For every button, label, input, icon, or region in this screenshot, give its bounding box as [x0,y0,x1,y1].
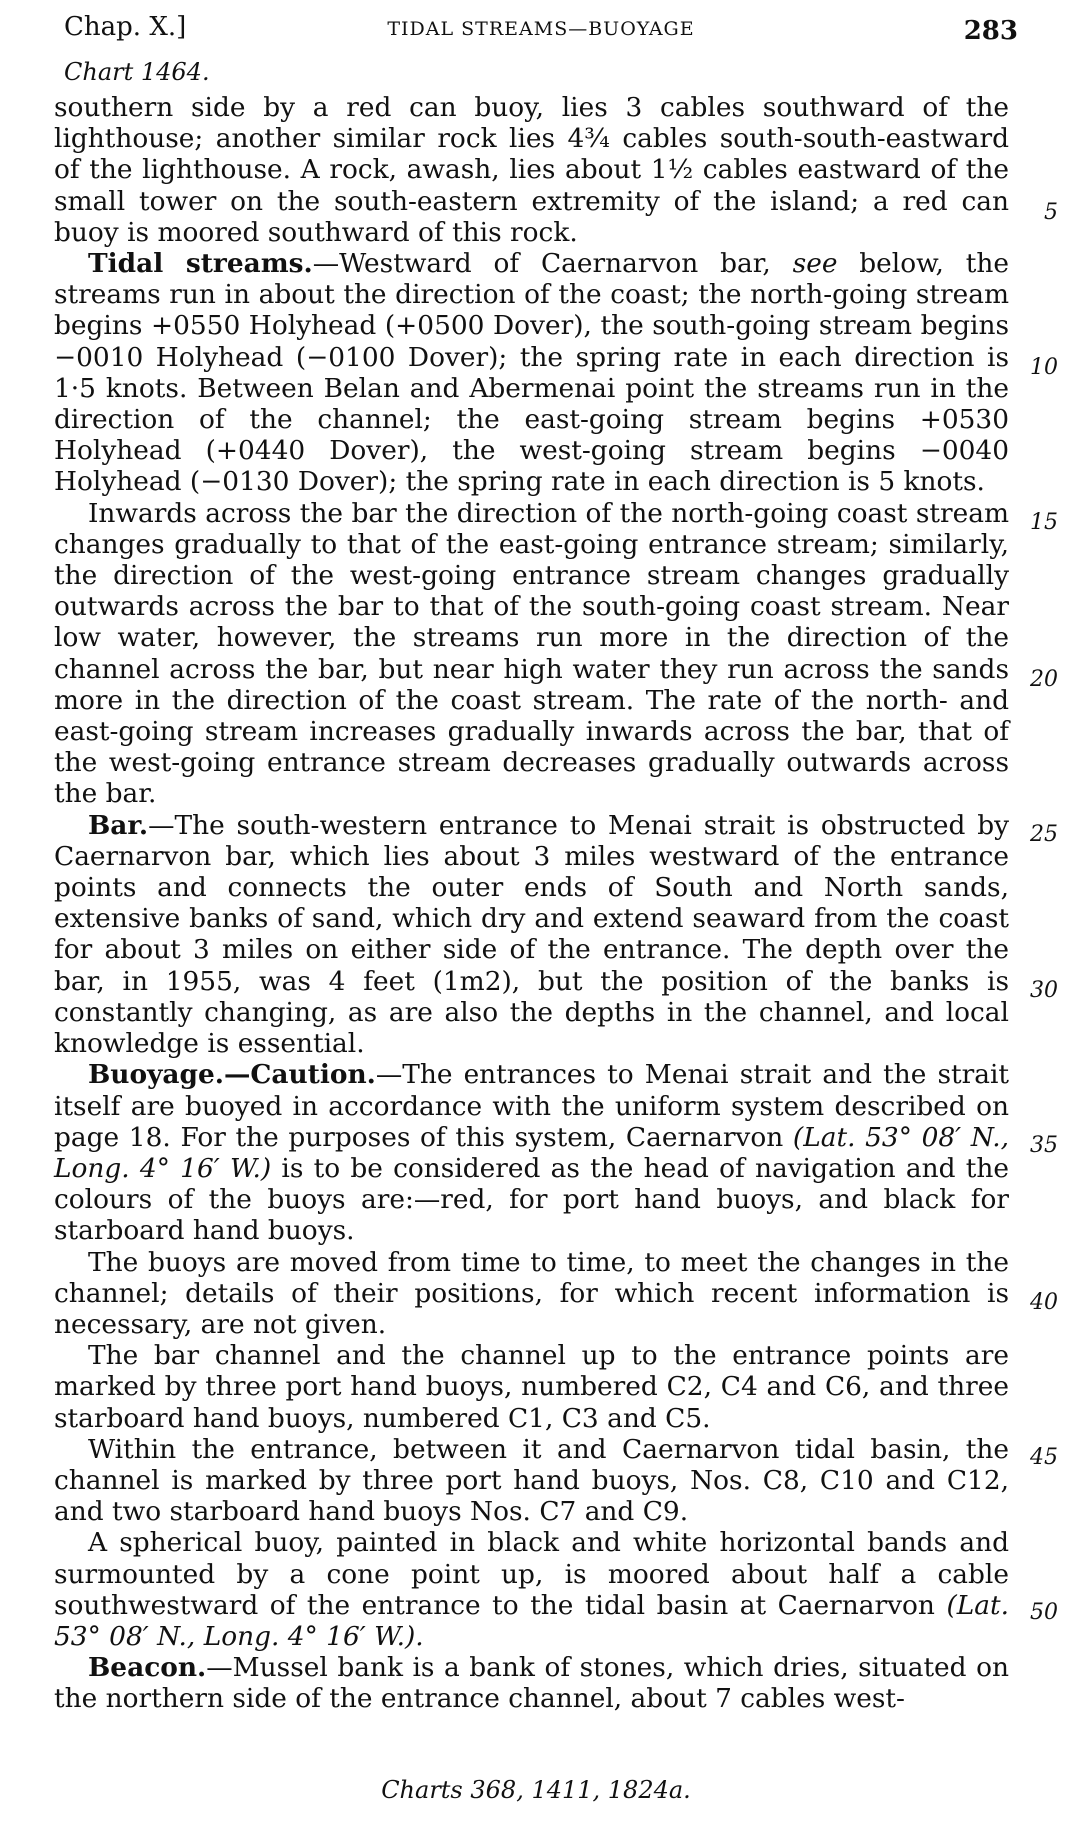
paragraph-within-entrance: Within the entrance, between it and Caernarvon tidal basin, the channel is marked by three port hand buoys, Nos. C8, C10 and C12, and two starboard hand buoys Nos. C7 and C9. [54,1433,1009,1528]
heading-tidal-streams: Tidal streams. [88,248,313,280]
paragraph-spherical-buoy [54,1527,1009,1652]
paragraph-buoys-moved: The buoys are moved from time to time, to meet the changes in the channel; details of their positions, for which recent information is necessary, are not given. [54,1246,1009,1340]
tidal-streams-text-a: —Westward of Caernarvon bar, [312,248,793,280]
paragraph-rocks: southern side by a red can buoy, lies 3 cables southward of the lighthouse; another similar rock lies 4¾ cables south-south-eastward of the lighthouse. A rock, awash, lies about 1½ cables eastward of the small tower on the south-eastern extremity of the island; a red can buoy is moored southward of this rock. [54,92,1009,248]
body-text [54,92,1009,1715]
line-number: 50 [1030,1600,1058,1625]
line-number: 5 [1044,200,1058,225]
line-number: 10 [1030,355,1058,380]
paragraph-beacon [54,1652,1009,1714]
line-number: 40 [1030,1290,1058,1315]
paragraph-buoyage [54,1059,1009,1246]
beacon-text: —Mussel bank is a bank of stones, which dries, situated on the northern side of the entrance channel, about 7 cables west- [54,1652,1009,1715]
buoyage-text-a: —The entrances to Menai strait and the strait itself are buoyed in accordance with the uniform system described on page 18. For the purposes of this system, Caernarvon [54,1059,1009,1153]
page-number: 283 [963,16,1018,46]
buoyage-position: (Lat. 53° 08′ N., Long. 4° 16′ W.) [54,1121,1009,1184]
line-number: 20 [1030,667,1058,692]
section-title: TIDAL STREAMS—BUOYAGE [387,18,695,40]
chart-reference: Chart 1464. [64,58,210,86]
line-number: 15 [1030,510,1058,535]
footer-chart-references: Charts 368, 1411, 1824a. [381,1776,691,1804]
running-header [64,12,1018,52]
chapter-label: Chap. X.] [64,12,187,42]
heading-bar: Bar. [88,809,149,841]
buoyage-text-b: is to be considered as the head of navigation and the colours of the buoys are:—red, for port hand buoys, and black for starboard hand buoys. [54,1152,1009,1247]
line-number: 25 [1030,822,1058,847]
tidal-streams-text-b: below, the streams run in about the direction of the coast; the north-going stream begins +0550 Holyhead (+0500 Dover), the south-going stream begins −0010 Holyhead (−0100 Dover); the spring rate in each direction is 1·5 knots. Between Belan and Abermenai point the streams run in the direction of the channel; the east-going stream begins +0530 Holyhead (+0440 Dover), the west-going stream begins −0040 Holyhead (−0130 Dover); the spring rate in each direction is 5 knots. [54,248,1009,498]
paragraph-across-bar: Inwards across the bar the direction of the north-going coast stream changes gradually to that of the east-going entrance stream; similarly, the direction of the west-going entrance stream changes gradually outwards across the bar to that of the south-going coast stream. Near low water, however, the streams run more in the direction of the channel across the bar, but near high water they run across the sands more in the direction of the coast stream. The rate of the north- and east-going stream increases gradually inwards across the bar, that of the west-going entrance stream decreases gradually outwards across the bar. [54,497,1009,810]
heading-buoyage: Buoyage.—Caution. [88,1059,376,1091]
line-number: 35 [1030,1133,1058,1158]
line-number: 45 [1030,1445,1058,1470]
paragraph-bar-channel: The bar channel and the channel up to the entrance points are marked by three port hand buoys, numbered C2, C4 and C6, and three starboard hand buoys, numbered C1, C3 and C5. [54,1340,1009,1434]
line-number: 30 [1030,978,1058,1003]
paragraph-tidal-streams [54,248,1009,498]
spherical-buoy-position: (Lat. 53° 08′ N., Long. 4° 16′ W.). [54,1589,1009,1652]
spherical-buoy-text: A spherical buoy, painted in black and white horizontal bands and surmounted by a cone point up, is moored about half a cable southwestward of the entrance to the tidal basin at Caernarvon [54,1527,1009,1621]
bar-text: —The south-western entrance to Menai strait is obstructed by Caernarvon bar, which lies about 3 miles westward of the entrance points and connects the outer ends of South and North sands, extensive banks of sand, which dry and extend seaward from the coast for about 3 miles on either side of the entrance. The depth over the bar, in 1955, was 4 feet (1m2), but the position of the banks is constantly changing, as are also the depths in the channel, and local knowledge is essential. [54,809,1009,1060]
paragraph-bar [54,810,1009,1060]
tidal-streams-see: see [792,248,838,280]
heading-beacon: Beacon. [88,1652,207,1684]
